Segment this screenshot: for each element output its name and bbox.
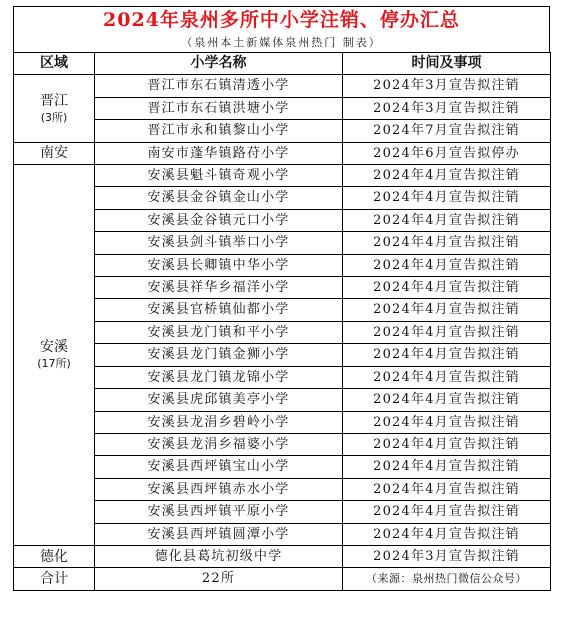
region-cell-dehua	[14, 545, 95, 567]
region-count: (17所)	[37, 356, 71, 370]
school-name: 安溪县西坪镇圆潭小学	[95, 523, 343, 545]
time-event: 2024年7月宣告拟注销	[343, 120, 551, 142]
time-event: 2024年4月宣告拟注销	[343, 411, 551, 433]
time-event: 2024年4月宣告拟注销	[343, 478, 551, 500]
school-name: 安溪县金谷镇元口小学	[95, 209, 343, 231]
school-name: 安溪县西坪镇宝山小学	[95, 456, 343, 478]
region-cell-nanan	[14, 142, 95, 164]
school-name: 安溪县西坪镇赤水小学	[95, 478, 343, 500]
time-event: 2024年4月宣告拟注销	[343, 209, 551, 231]
time-event: 2024年4月宣告拟注销	[343, 366, 551, 388]
header-school: 小学名称	[95, 53, 343, 75]
region-name: 南安	[40, 145, 68, 162]
doc-title: 2024年泉州多所中小学注销、停办汇总	[13, 6, 550, 33]
doc-subtitle: （泉州本土新媒体泉州热门 制表）	[13, 33, 550, 52]
source-note: （来源：泉州热门微信公众号）	[343, 568, 551, 590]
table-row	[14, 478, 551, 500]
time-event: 2024年3月宣告拟注销	[343, 75, 551, 97]
table-row	[14, 142, 551, 164]
table-row	[14, 545, 551, 567]
school-name: 安溪县龙涓乡碧岭小学	[95, 411, 343, 433]
table-row	[14, 97, 551, 119]
school-name: 安溪县西坪镇平原小学	[95, 501, 343, 523]
school-name: 安溪县祥华乡福洋小学	[95, 277, 343, 299]
table-row	[14, 299, 551, 321]
time-event: 2024年4月宣告拟注销	[343, 321, 551, 343]
time-event: 2024年4月宣告拟注销	[343, 344, 551, 366]
table-row	[14, 366, 551, 388]
time-event: 2024年4月宣告拟注销	[343, 389, 551, 411]
table-row	[14, 277, 551, 299]
time-event: 2024年4月宣告拟注销	[343, 456, 551, 478]
document	[13, 6, 550, 591]
school-table	[13, 52, 551, 591]
table-row	[14, 232, 551, 254]
region-name: 晋江	[40, 92, 68, 109]
table-row	[14, 456, 551, 478]
region-cell-jinjiang	[14, 75, 95, 142]
total-count: 22所	[95, 568, 343, 590]
school-name: 安溪县龙门镇和平小学	[95, 321, 343, 343]
time-event: 2024年4月宣告拟注销	[343, 254, 551, 276]
table-row	[14, 433, 551, 455]
time-event: 2024年4月宣告拟注销	[343, 187, 551, 209]
region-count: (3所)	[40, 110, 68, 124]
time-event: 2024年3月宣告拟注销	[343, 545, 551, 567]
school-name: 安溪县金谷镇金山小学	[95, 187, 343, 209]
time-event: 2024年4月宣告拟注销	[343, 165, 551, 187]
school-name: 晋江市永和镇黎山小学	[95, 120, 343, 142]
table-row	[14, 165, 551, 187]
time-event: 2024年4月宣告拟注销	[343, 523, 551, 545]
time-event: 2024年4月宣告拟注销	[343, 299, 551, 321]
region-cell-anxi	[14, 165, 95, 546]
table-row	[14, 411, 551, 433]
school-name: 晋江市东石镇清透小学	[95, 75, 343, 97]
table-row	[14, 209, 551, 231]
table-row	[14, 523, 551, 545]
table-row	[14, 344, 551, 366]
school-name: 安溪县虎邱镇美亭小学	[95, 389, 343, 411]
school-name: 安溪县官桥镇仙都小学	[95, 299, 343, 321]
school-name: 安溪县龙门镇金狮小学	[95, 344, 343, 366]
header-row	[14, 53, 551, 75]
school-name: 安溪县长卿镇中华小学	[95, 254, 343, 276]
table-row	[14, 75, 551, 97]
header-region: 区域	[14, 53, 95, 75]
time-event: 2024年4月宣告拟注销	[343, 501, 551, 523]
table-row	[14, 321, 551, 343]
region-name: 安溪	[40, 338, 68, 355]
time-event: 2024年4月宣告拟注销	[343, 433, 551, 455]
school-name: 德化县葛坑初级中学	[95, 545, 343, 567]
school-name: 安溪县剑斗镇举口小学	[95, 232, 343, 254]
school-name: 安溪县魁斗镇奇观小学	[95, 165, 343, 187]
table-row	[14, 389, 551, 411]
school-name: 安溪县龙门镇龙锦小学	[95, 366, 343, 388]
header-time: 时间及事项	[343, 53, 551, 75]
school-name: 晋江市东石镇洪塘小学	[95, 97, 343, 119]
school-name: 南安市蓬华镇路苻小学	[95, 142, 343, 164]
table-row	[14, 120, 551, 142]
time-event: 2024年3月宣告拟注销	[343, 97, 551, 119]
school-name: 安溪县龙涓乡福婆小学	[95, 433, 343, 455]
time-event: 2024年4月宣告拟注销	[343, 277, 551, 299]
total-row	[14, 568, 551, 590]
table-row	[14, 501, 551, 523]
total-label: 合计	[14, 568, 95, 590]
time-event: 2024年6月宣告拟停办	[343, 142, 551, 164]
table-row	[14, 254, 551, 276]
region-name: 德化	[40, 548, 68, 565]
time-event: 2024年4月宣告拟注销	[343, 232, 551, 254]
table-row	[14, 187, 551, 209]
